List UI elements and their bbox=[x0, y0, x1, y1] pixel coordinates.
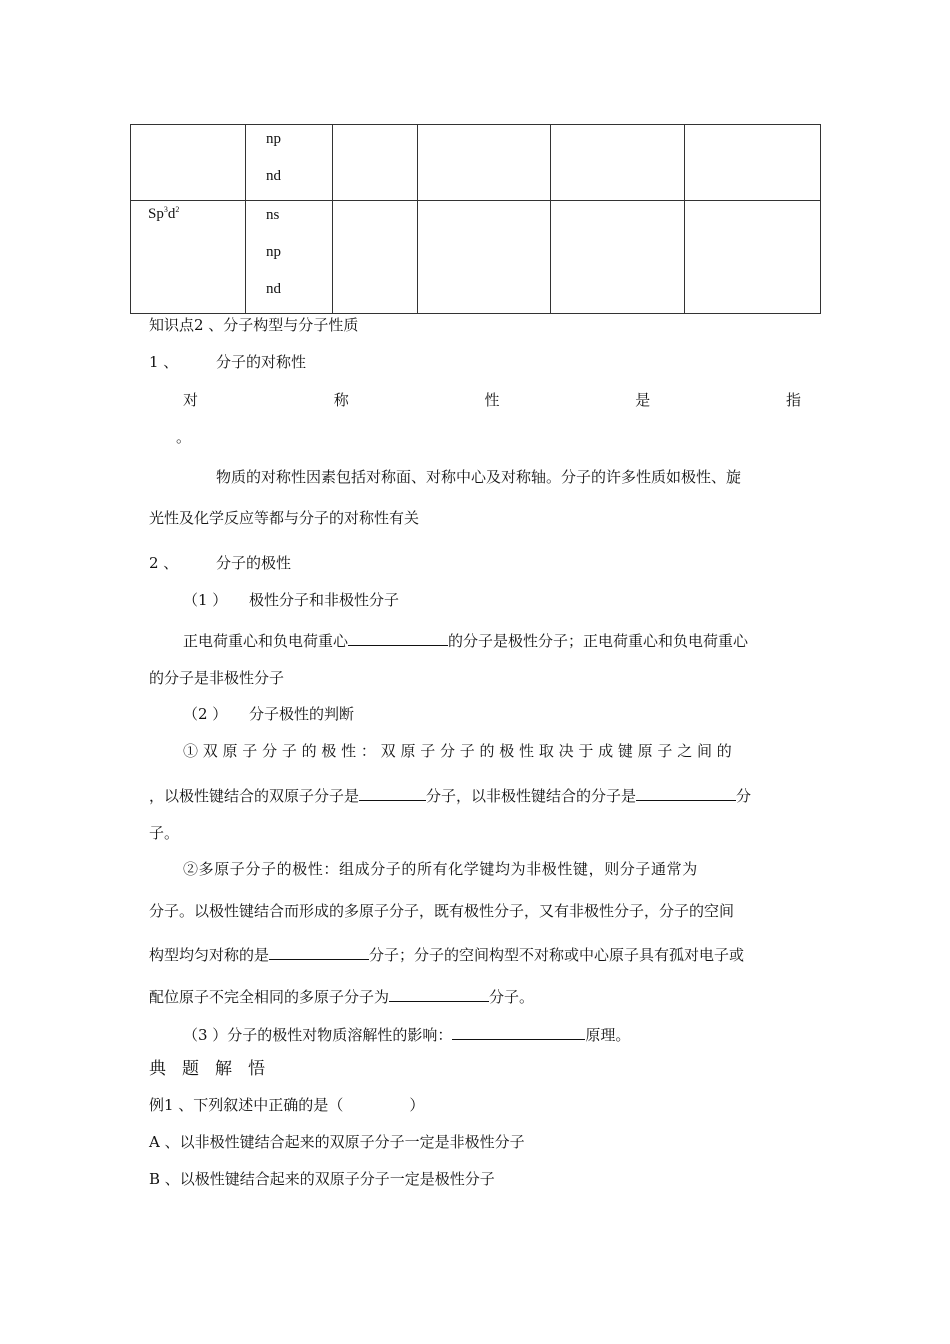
table-row bbox=[131, 201, 821, 314]
orbital-cell bbox=[246, 125, 333, 201]
hybrid-type-cell bbox=[131, 125, 246, 201]
diatomic-line: 子。 bbox=[149, 824, 180, 842]
definition-char: 性 bbox=[484, 391, 500, 409]
definition-end: 。 bbox=[176, 428, 192, 446]
text-segment: 分子。 bbox=[489, 988, 535, 1006]
orbital-label: ns bbox=[266, 207, 280, 223]
fill-blank[interactable] bbox=[636, 786, 736, 801]
diatomic-line: ① 双 原 子 分 子 的 极 性 ： 双 原 子 分 子 的 极 性 取 决 于 成 键 原 子 之 间 的 bbox=[183, 742, 732, 760]
text-segment: 分 bbox=[736, 787, 752, 805]
empty-cell bbox=[418, 201, 551, 314]
empty-cell bbox=[685, 201, 821, 314]
polyatomic-line bbox=[149, 987, 534, 1005]
text-segment: 的分子是极性分子；正电荷重心和负电荷重心 bbox=[448, 632, 749, 650]
hybridization-table bbox=[130, 124, 821, 314]
empty-cell bbox=[333, 125, 418, 201]
empty-cell bbox=[333, 201, 418, 314]
hybrid-base: Sp bbox=[148, 206, 164, 222]
definition-line bbox=[183, 393, 801, 408]
text-segment: （3 ）分子的极性对物质溶解性的影响： bbox=[183, 1026, 453, 1044]
option-a: A 、以非极性键结合起来的双原子分子一定是非极性分子 bbox=[149, 1133, 525, 1151]
text-segment: 构型均匀对称的是 bbox=[149, 946, 270, 964]
fill-blank[interactable] bbox=[452, 1025, 585, 1040]
definition-char: 指 bbox=[785, 391, 801, 409]
section-2-number: 2 、 bbox=[149, 554, 179, 572]
symmetry-paragraph-line: 光性及化学反应等都与分子的对称性有关 bbox=[149, 509, 420, 527]
text-segment: 配位原子不完全相同的多原子分子为 bbox=[149, 988, 390, 1006]
example-question bbox=[149, 1098, 424, 1113]
text-segment: ，以极性键结合的双原子分子是 bbox=[149, 787, 360, 805]
text-segment: 例1 、下列叙述中正确的是（ bbox=[149, 1096, 344, 1114]
section-1-number: 1 、 bbox=[149, 353, 179, 371]
text-segment: 原理。 bbox=[585, 1026, 631, 1044]
subsection-2-title: 分子极性的判断 bbox=[249, 705, 355, 723]
table-row bbox=[131, 125, 821, 201]
diatomic-line bbox=[149, 786, 751, 804]
hybrid-type-cell bbox=[131, 201, 246, 314]
section-1-title: 分子的对称性 bbox=[216, 353, 307, 371]
solubility-line bbox=[183, 1025, 630, 1043]
text-segment: 正电荷重心和负电荷重心 bbox=[183, 632, 349, 650]
empty-cell bbox=[551, 125, 685, 201]
fill-blank[interactable] bbox=[348, 631, 448, 646]
polarity-definition-line: 的分子是非极性分子 bbox=[149, 669, 285, 687]
symmetry-paragraph-line: 物质的对称性因素包括对称面、对称中心及对称轴。分子的许多性质如极性、旋 bbox=[216, 468, 742, 486]
orbital-label: nd bbox=[266, 281, 281, 297]
definition-char: 是 bbox=[635, 391, 651, 409]
option-b: B 、以极性键结合起来的双原子分子一定是极性分子 bbox=[149, 1170, 495, 1188]
subsection-2-number: （2 ） bbox=[183, 705, 228, 723]
orbital-label: np bbox=[266, 131, 281, 147]
text-segment: 分子，以非极性键结合的分子是 bbox=[426, 787, 637, 805]
hybrid-mid: d bbox=[167, 206, 176, 222]
text-segment: ） bbox=[409, 1096, 425, 1114]
hybrid-sup: 2 bbox=[175, 205, 180, 214]
definition-char: 对 bbox=[183, 391, 199, 409]
definition-char: 称 bbox=[333, 391, 349, 409]
subsection-1-title: 极性分子和非极性分子 bbox=[249, 591, 400, 609]
empty-cell bbox=[551, 201, 685, 314]
orbital-label: nd bbox=[266, 168, 281, 184]
empty-cell bbox=[418, 125, 551, 201]
section-heading: 典题解悟 bbox=[149, 1059, 281, 1079]
fill-blank[interactable] bbox=[389, 987, 489, 1002]
orbital-cell bbox=[246, 201, 333, 314]
fill-blank[interactable] bbox=[269, 945, 369, 960]
orbital-label: np bbox=[266, 244, 281, 260]
hybrid-sup: 3 bbox=[163, 205, 168, 214]
empty-cell bbox=[685, 125, 821, 201]
fill-blank[interactable] bbox=[359, 786, 426, 801]
polarity-definition-line bbox=[183, 631, 748, 649]
text-segment: 分子；分子的空间构型不对称或中心原子具有孤对电子或 bbox=[369, 946, 745, 964]
polyatomic-line: ②多原子分子的极性：组成分子的所有化学键均为非极性键，则分子通常为 bbox=[183, 860, 698, 878]
polyatomic-line: 分子。以极性键结合而形成的多原子分子，既有极性分子，又有非极性分子，分子的空间 bbox=[149, 902, 735, 920]
subsection-1-number: （1 ） bbox=[183, 591, 228, 609]
knowledge-point-title: 知识点2 、分子构型与分子性质 bbox=[149, 316, 359, 334]
section-2-title: 分子的极性 bbox=[216, 554, 292, 572]
polyatomic-line bbox=[149, 945, 744, 963]
